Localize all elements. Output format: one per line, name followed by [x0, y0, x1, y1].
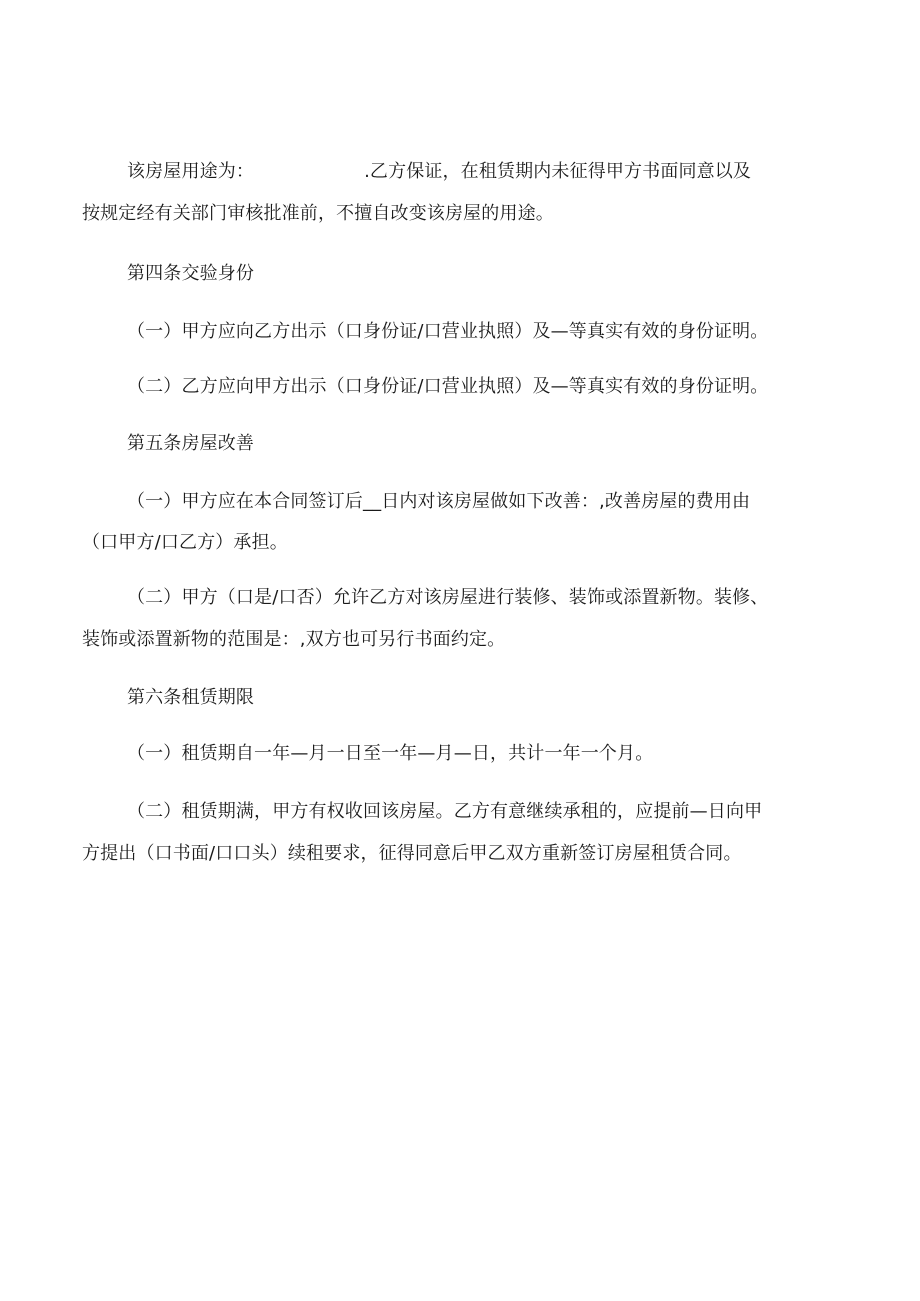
article4-title: 第四条交验身份	[127, 263, 255, 284]
usage-paragraph-line2: 按规定经有关部门审核批准前，不擅自改变该房屋的用途。	[82, 203, 554, 224]
article6-item2-line1: （二）租赁期满，甲方有权收回该房屋。乙方有意继续承租的，应提前—日向甲	[127, 801, 763, 822]
article5-item1-line2: （口甲方/口乙方）承担。	[82, 532, 288, 553]
article6-item2-line2: 方提出（口书面/口口头）续租要求，征得同意后甲乙双方重新签订房屋租赁合同。	[82, 843, 742, 864]
article4-item1: （一）甲方应向乙方出示（口身份证/口营业执照）及—等真实有效的身份证明。	[127, 321, 769, 342]
article5-item1-line1: （一）甲方应在本合同签订后__日内对该房屋做如下改善：,改善房屋的费用由	[127, 491, 751, 512]
article5-title: 第五条房屋改善	[127, 433, 255, 454]
usage-rest: .乙方保证，在租赁期内未征得甲方书面同意以及	[364, 161, 752, 182]
usage-paragraph-line1	[127, 160, 751, 184]
article6-item1: （一）租赁期自一年—月一日至一年—月—日，共计一年一个月。	[127, 743, 654, 764]
article4-item2: （二）乙方应向甲方出示（口身份证/口营业执照）及—等真实有效的身份证明。	[127, 376, 769, 397]
article5-item2-line2: 装饰或添置新物的范围是：,双方也可另行书面约定。	[82, 629, 506, 650]
article5-item2-line1: （二）甲方（口是/口否）允许乙方对该房屋进行装修、装饰或添置新物。装修、	[127, 587, 769, 608]
usage-label: 该房屋用途为：	[127, 161, 255, 182]
article6-title: 第六条租赁期限	[127, 687, 255, 708]
